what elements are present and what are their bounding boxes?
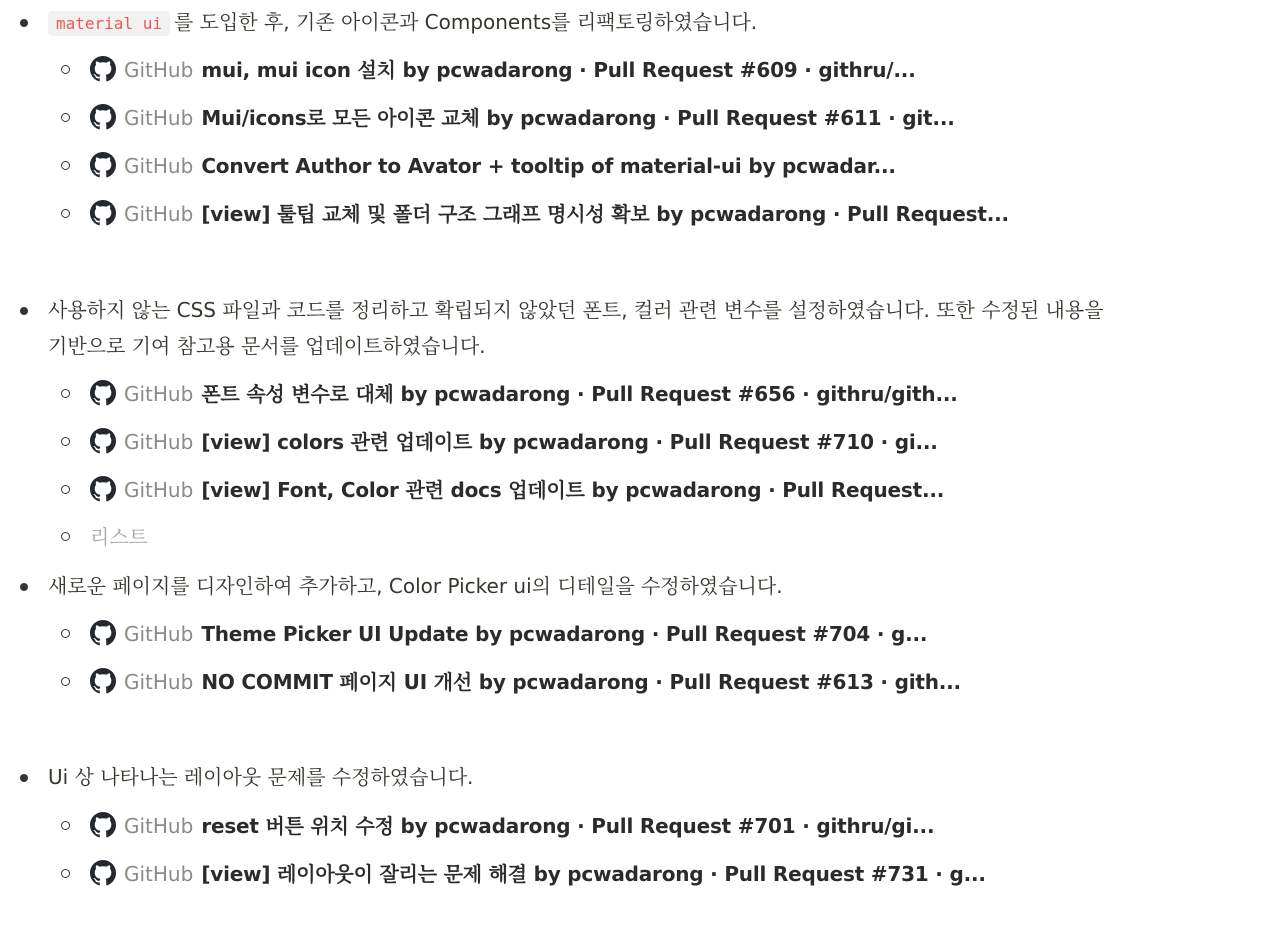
github-icon	[90, 152, 116, 178]
link-source: GitHub	[124, 106, 194, 130]
link-title[interactable]: Convert Author to Avator + tooltip of material-ui by pcwadar...	[201, 154, 896, 178]
link-source: GitHub	[124, 154, 194, 178]
github-icon	[90, 380, 116, 406]
github-link-item[interactable]	[0, 190, 1267, 238]
bullet-text-line: 사용하지 않는 CSS 파일과 코드를 정리하고 확립되지 않았던 폰트, 컬러 관련 변수를 설정하였습니다. 또한 수정된 내용을	[48, 298, 1104, 322]
bullet-dot	[20, 774, 28, 782]
link-source: GitHub	[124, 430, 194, 454]
bullet-item[interactable]	[0, 759, 1267, 795]
link-source: GitHub	[124, 862, 194, 886]
link-title[interactable]: Mui/icons로 모든 아이콘 교체 by pcwadarong · Pull Request #611 · git...	[201, 106, 955, 130]
bullet-dot	[20, 583, 28, 591]
bullet-text: 새로운 페이지를 디자인하여 추가하고, Color Picker ui의 디테일을 수정하였습니다.	[48, 574, 783, 598]
link-title[interactable]: Theme Picker UI Update by pcwadarong · Pull Request #704 · g...	[201, 622, 928, 646]
github-link-item[interactable]	[0, 94, 1267, 142]
link-source: GitHub	[124, 814, 194, 838]
github-icon	[90, 668, 116, 694]
github-icon	[90, 620, 116, 646]
github-link-item[interactable]	[0, 850, 1267, 898]
github-link-item[interactable]	[0, 658, 1267, 706]
github-link-item[interactable]	[0, 466, 1267, 514]
link-list	[0, 802, 1267, 898]
bullet-item[interactable]	[0, 568, 1267, 604]
link-title[interactable]: [view] 레이아웃이 잘리는 문제 해결 by pcwadarong · Pull Request #731 · g...	[201, 862, 986, 886]
github-link-item[interactable]	[0, 802, 1267, 850]
link-title[interactable]: mui, mui icon 설치 by pcwadarong · Pull Request #609 · githru/...	[201, 58, 916, 82]
inline-code: material ui	[48, 11, 170, 36]
bullet-section-new-page	[0, 568, 1267, 604]
github-link-item[interactable]	[0, 610, 1267, 658]
sub-bullet-circle	[61, 161, 70, 170]
bullet-section-material-ui	[0, 4, 1267, 42]
sub-bullet-circle	[61, 437, 70, 446]
sub-bullet-circle	[61, 209, 70, 218]
github-link-item[interactable]	[0, 142, 1267, 190]
sub-bullet-circle	[61, 389, 70, 398]
sub-bullet-circle	[61, 821, 70, 830]
sub-bullet-circle	[61, 485, 70, 494]
bullet-item[interactable]	[0, 292, 1267, 364]
github-icon	[90, 56, 116, 82]
github-icon	[90, 476, 116, 502]
sub-bullet-circle	[61, 65, 70, 74]
github-link-item[interactable]	[0, 418, 1267, 466]
sub-bullet-circle	[61, 629, 70, 638]
link-title[interactable]: [view] 툴팁 교체 및 폴더 구조 그래프 명시성 확보 by pcwadarong · Pull Request...	[201, 202, 1009, 226]
link-source: GitHub	[124, 478, 194, 502]
empty-list-item[interactable]	[0, 514, 1267, 560]
link-list	[0, 610, 1267, 706]
sub-bullet-circle	[61, 869, 70, 878]
link-title[interactable]: [view] Font, Color 관련 docs 업데이트 by pcwadarong · Pull Request...	[201, 478, 945, 502]
github-icon	[90, 104, 116, 130]
bullet-section-layout-fix	[0, 759, 1267, 795]
link-source: GitHub	[124, 202, 194, 226]
link-list	[0, 46, 1267, 238]
github-link-item[interactable]	[0, 46, 1267, 94]
bullet-text: Ui 상 나타나는 레이아웃 문제를 수정하였습니다.	[48, 765, 474, 789]
bullet-text: 를 도입한 후, 기존 아이콘과 Components를 리팩토링하였습니다.	[173, 10, 758, 34]
link-source: GitHub	[124, 382, 194, 406]
link-title[interactable]: 폰트 속성 변수로 대체 by pcwadarong · Pull Request #656 · githru/gith...	[201, 382, 958, 406]
github-icon	[90, 200, 116, 226]
bullet-section-css-cleanup	[0, 292, 1267, 364]
link-source: GitHub	[124, 670, 194, 694]
sub-bullet-circle	[61, 113, 70, 122]
github-link-item[interactable]	[0, 370, 1267, 418]
bullet-dot	[20, 19, 28, 27]
bullet-dot	[20, 307, 28, 315]
link-title[interactable]: NO COMMIT 페이지 UI 개선 by pcwadarong · Pull Request #613 · gith...	[201, 670, 961, 694]
link-title[interactable]: [view] colors 관련 업데이트 by pcwadarong · Pull Request #710 · gi...	[201, 430, 938, 454]
link-source: GitHub	[124, 58, 194, 82]
sub-bullet-circle	[61, 677, 70, 686]
list-placeholder[interactable]: 리스트	[90, 525, 148, 549]
sub-bullet-circle	[61, 532, 70, 541]
bullet-text-line: 기반으로 기여 참고용 문서를 업데이트하였습니다.	[48, 334, 486, 358]
github-icon	[90, 428, 116, 454]
link-source: GitHub	[124, 622, 194, 646]
link-list	[0, 370, 1267, 560]
github-icon	[90, 860, 116, 886]
bullet-item[interactable]	[0, 4, 1267, 42]
github-icon	[90, 812, 116, 838]
link-title[interactable]: reset 버튼 위치 수정 by pcwadarong · Pull Request #701 · githru/gi...	[201, 814, 935, 838]
